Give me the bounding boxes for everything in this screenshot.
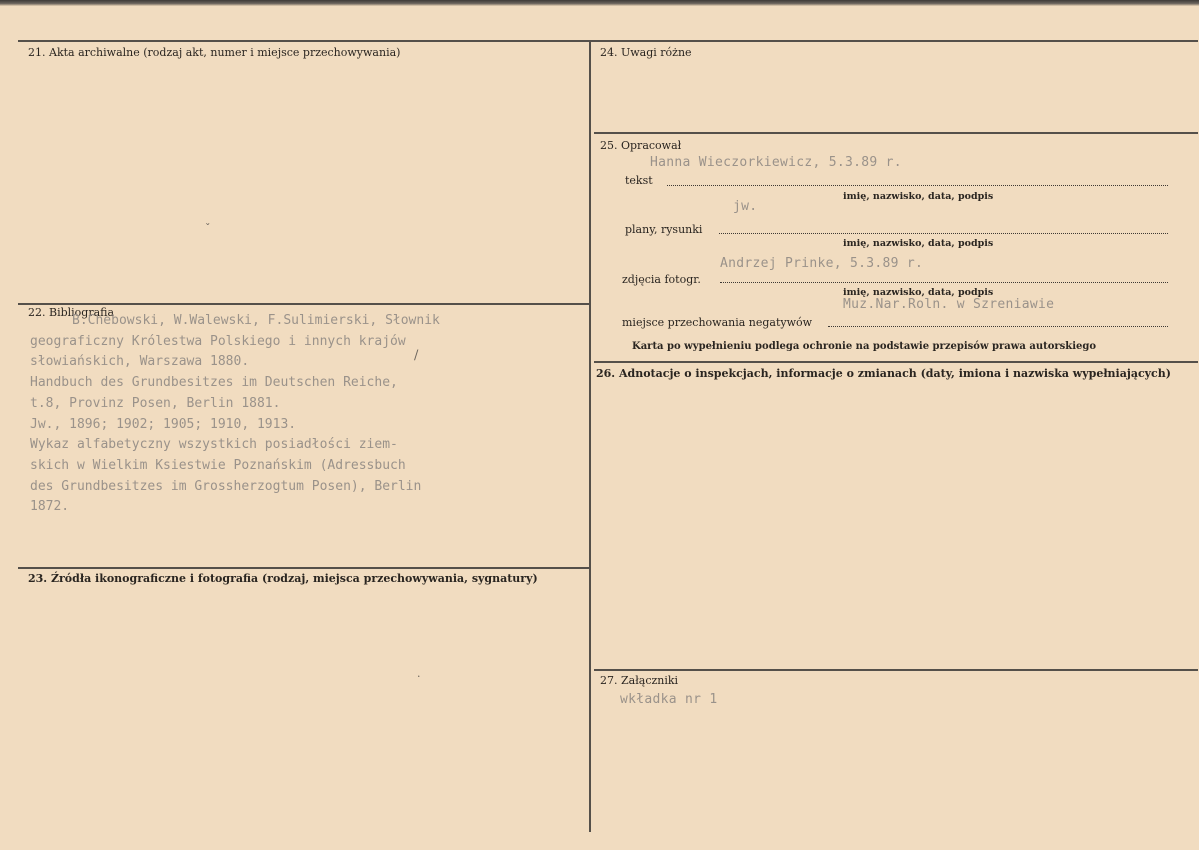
bibliography-line: 1872. — [30, 499, 70, 515]
section-27-heading: 27. Załączniki — [600, 674, 679, 687]
pen-slash-mark: / — [414, 348, 419, 363]
section-21-title: Akta archiwalne (rodzaj akt, numer i miejsce przechowywania) — [49, 46, 401, 59]
miejsce-line — [828, 326, 1168, 327]
rule-25-26 — [594, 361, 1198, 363]
bibliography-line: t.8, Provinz Posen, Berlin 1881. — [30, 395, 281, 411]
bibliography-text — [30, 311, 555, 518]
section-24-heading: 24. Uwagi różne — [600, 46, 692, 59]
center-divider — [589, 40, 591, 832]
bibliography-line: B.Chebowski, W.Walewski, F.Sulimierski, Słownik — [72, 313, 440, 328]
plany-value: jw. — [733, 199, 758, 214]
tekst-label: tekst — [625, 174, 653, 187]
rule-24-25 — [594, 132, 1198, 134]
tekst-value: Hanna Wieczorkiewicz, 5.3.89 r. — [650, 155, 902, 170]
section-27-title: Załączniki — [621, 674, 679, 687]
attachment-value: wkładka nr 1 — [620, 692, 718, 707]
section-26-title: Adnotacje o inspekcjach, informacje o zmianach (daty, imiona i nazwiska wypełniających) — [618, 367, 1171, 380]
zdjecia-caption: imię, nazwisko, data, podpis — [843, 287, 994, 298]
zdjecia-line — [720, 282, 1168, 283]
plany-caption: imię, nazwisko, data, podpis — [843, 238, 994, 249]
bibliography-line: geograficzny Królestwa Polskiego i innych krajów — [30, 333, 406, 349]
section-23-heading: 23. Źródła ikonograficzne i fotografia (rodzaj, miejsca przechowywania, sygnatury) — [28, 572, 538, 585]
zdjecia-label: zdjęcia fotogr. — [622, 273, 701, 286]
section-26-heading: 26. Adnotacje o inspekcjach, informacje o zmianach (daty, imiona i nazwiska wypełniających) — [596, 367, 1171, 380]
rule-26-27 — [594, 669, 1198, 671]
copyright-note: Karta po wypełnieniu podlega ochronie na podstawie przepisów prawa autorskiego — [632, 341, 1097, 352]
bibliography-line: skich w Wielkim Ksiestwie Poznańskim (Adressbuch — [30, 457, 406, 473]
card-top-edge — [0, 0, 1199, 6]
pen-mark: ˇ — [205, 222, 211, 235]
miejsce-value: Muz.Nar.Roln. w Szreniawie — [843, 297, 1055, 312]
section-23-title: Źródła ikonograficzne i fotografia (rodzaj, miejsca przechowywania, sygnatury) — [50, 572, 538, 585]
section-22-title: Bibliografia — [49, 306, 115, 319]
rule-22-23 — [18, 567, 590, 569]
bibliography-line: Wykaz alfabetyczny wszystkich posiadłości ziem- — [30, 437, 398, 453]
section-25-heading: 25. Opracował — [600, 139, 682, 152]
bibliography-line: Jw., 1896; 1902; 1905; 1910, 1913. — [30, 416, 297, 432]
top-rule — [18, 40, 1198, 42]
bibliography-line: słowiańskich, Warszawa 1880. — [30, 354, 250, 370]
plany-line — [719, 233, 1168, 234]
tekst-caption: imię, nazwisko, data, podpis — [843, 191, 994, 202]
plany-label: plany, rysunki — [625, 223, 703, 236]
section-22-heading: 22. Bibliografia — [28, 306, 115, 319]
section-25-title: Opracował — [621, 139, 682, 152]
section-21-heading: 21. Akta archiwalne (rodzaj akt, numer i miejsce przechowywania) — [28, 46, 401, 59]
section-24-title: Uwagi różne — [621, 46, 692, 59]
miejsce-label: miejsce przechowania negatywów — [622, 316, 813, 329]
ink-dot: · — [417, 670, 421, 683]
rule-21-22 — [18, 303, 590, 305]
bibliography-line: des Grundbesitzes im Grossherzogtum Posen), Berlin — [30, 478, 422, 494]
zdjecia-value: Andrzej Prinke, 5.3.89 r. — [720, 256, 924, 271]
bibliography-line: Handbuch des Grundbesitzes im Deutschen Reiche, — [30, 375, 398, 391]
tekst-line — [667, 185, 1168, 186]
